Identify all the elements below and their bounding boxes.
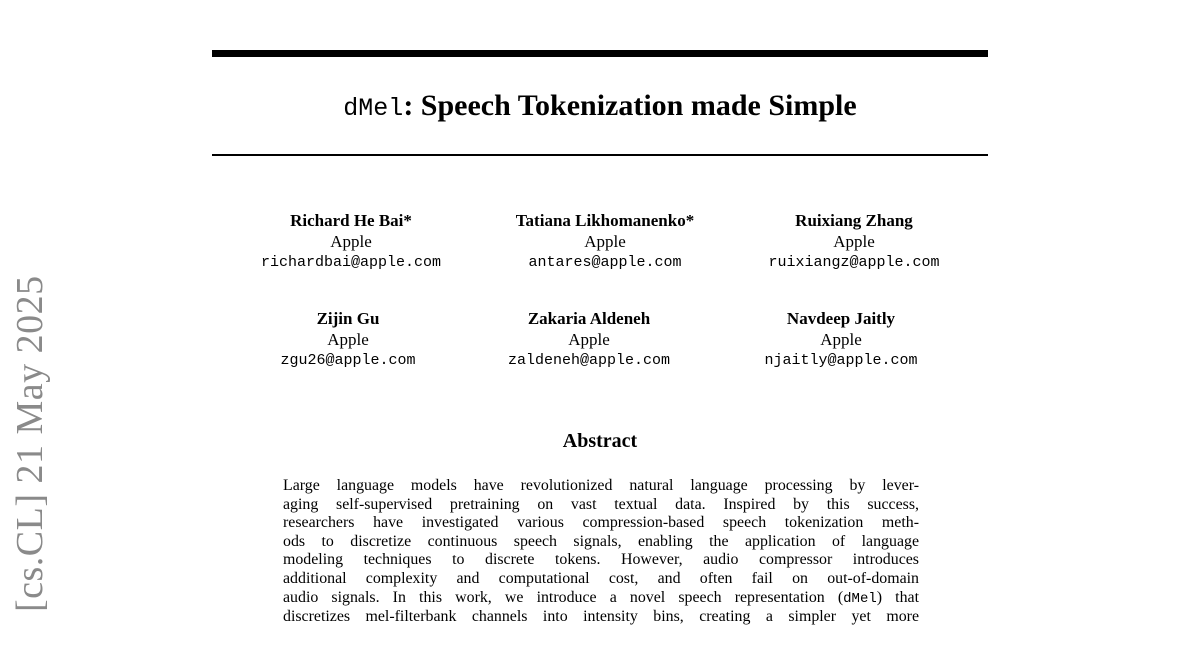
abstract-line: aging self-supervised pretraining on vast textual data. Inspired by this success, — [283, 495, 919, 513]
abstract-line — [283, 589, 919, 609]
author-affiliation: Apple — [833, 232, 875, 251]
abstract-method-name: dMel — [843, 590, 877, 607]
abstract-line: additional complexity and computational cost, and often fail on out-of-domain — [283, 569, 919, 587]
author-name: Tatiana Likhomanenko* — [515, 211, 695, 230]
abstract-line: ods to discretize continuous speech signals, enabling the application of language — [283, 532, 919, 550]
title-top-rule — [212, 50, 988, 57]
author-block-1 — [221, 210, 481, 274]
author-email: njaitly@apple.com — [764, 352, 918, 369]
author-block-6 — [711, 308, 971, 372]
abstract-line: modeling techniques to discrete tokens. However, audio compressor introduces — [283, 551, 919, 569]
title-bottom-rule — [212, 154, 988, 156]
author-affiliation: Apple — [584, 232, 626, 251]
author-block-2 — [475, 210, 735, 274]
arxiv-side-stamp: [cs.CL] 21 May 2025 — [9, 275, 51, 612]
author-email: zaldeneh@apple.com — [507, 352, 671, 369]
author-name: Zijin Gu — [316, 309, 380, 328]
abstract-body — [283, 477, 919, 627]
paper-title — [212, 86, 988, 129]
author-name: Richard He Bai* — [290, 211, 412, 230]
author-name: Zakaria Aldeneh — [527, 309, 651, 328]
author-affiliation: Apple — [820, 330, 862, 349]
author-email: richardbai@apple.com — [260, 254, 442, 271]
abstract-line-part: audio signals. In this work, we introduce a novel speech representation ( — [283, 588, 844, 606]
paper-title-text: : Speech Tokenization made Simple — [403, 89, 857, 122]
author-affiliation: Apple — [327, 330, 369, 349]
abstract-heading: Abstract — [562, 430, 638, 452]
author-block-4 — [218, 308, 478, 372]
author-email: ruixiangz@apple.com — [768, 254, 940, 271]
author-block-3 — [724, 210, 984, 274]
author-affiliation: Apple — [330, 232, 372, 251]
author-affiliation: Apple — [568, 330, 610, 349]
author-block-5 — [459, 308, 719, 372]
paper-title-method-name: dMel — [343, 94, 404, 123]
author-name: Ruixiang Zhang — [795, 211, 913, 230]
abstract-line: researchers have investigated various compression-based speech tokenization meth- — [283, 514, 919, 532]
author-email: zgu26@apple.com — [280, 352, 416, 369]
author-name: Navdeep Jaitly — [786, 309, 896, 328]
abstract-line: discretizes mel-filterbank channels into intensity bins, creating a simpler yet more — [283, 608, 919, 626]
abstract-line-part: ) that — [876, 588, 920, 606]
abstract-line: Large language models have revolutionized natural language processing by lever- — [283, 477, 919, 494]
author-email: antares@apple.com — [528, 254, 682, 271]
